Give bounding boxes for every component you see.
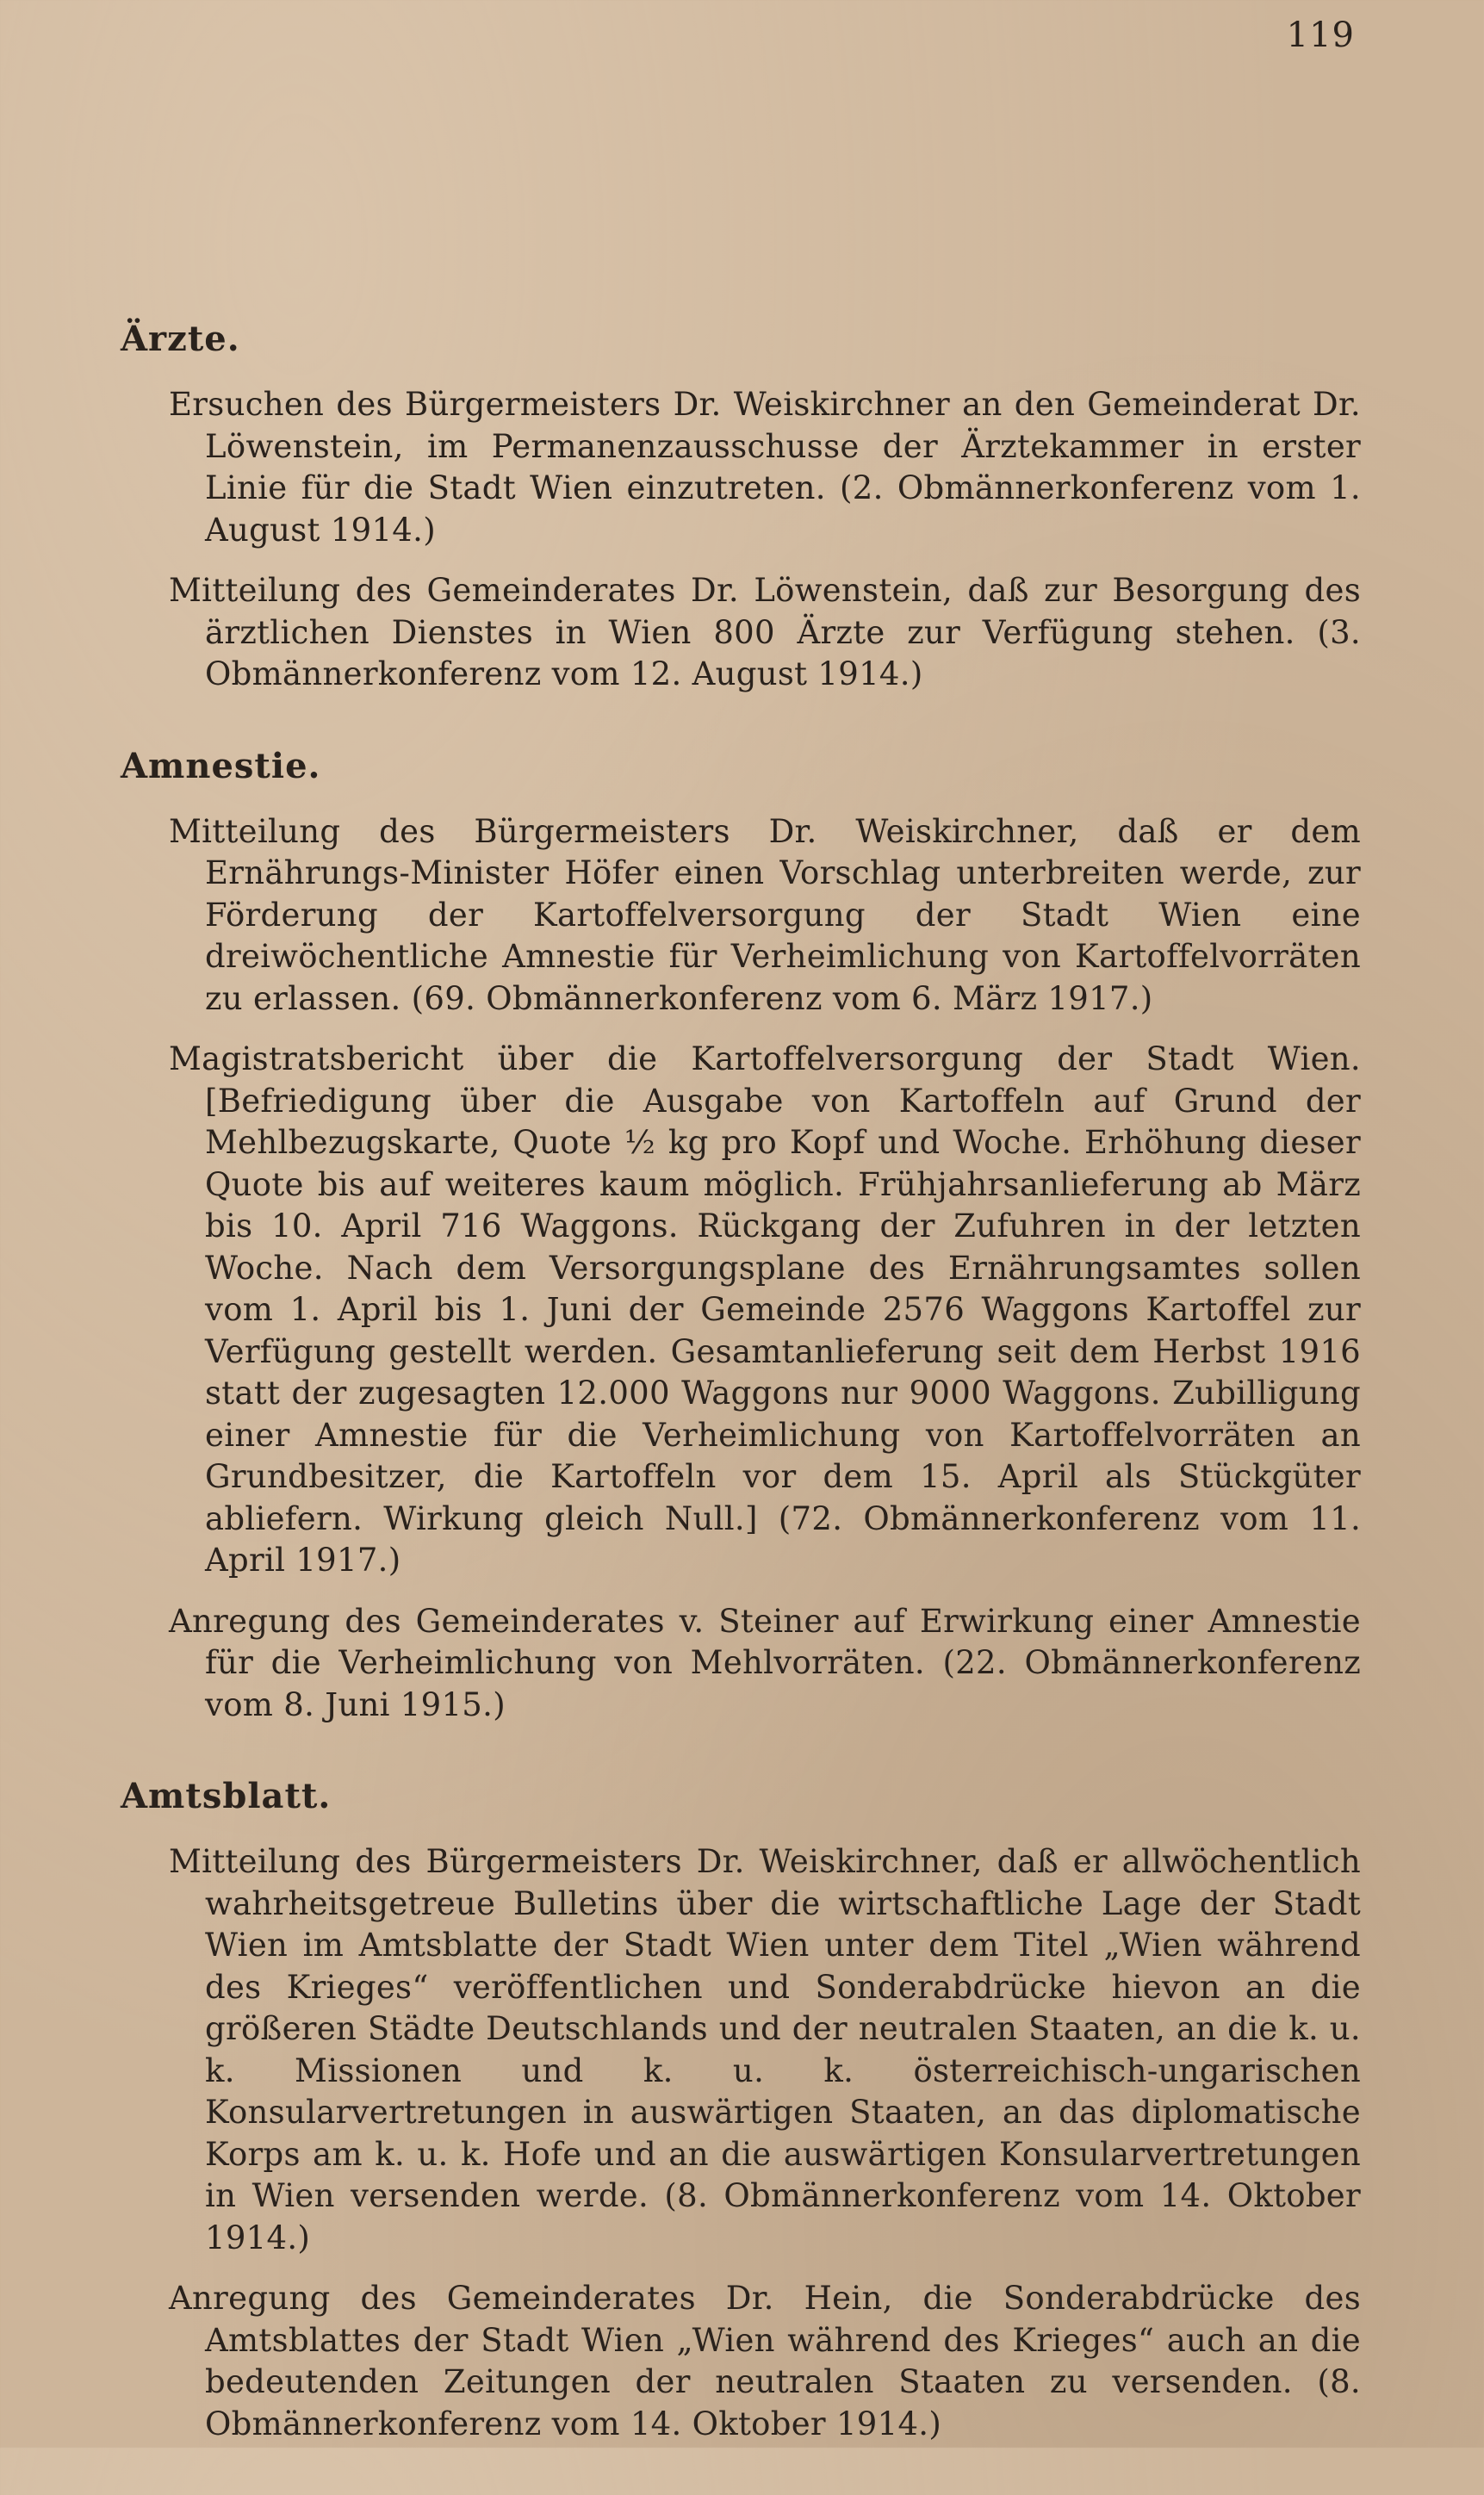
section-heading: Amnestie. xyxy=(121,745,321,786)
index-entry: Ersuchen des Bürgermeisters Dr. Weiskirchner an den Gemeinderat Dr. Löwenstein, im Permanenzausschusse der Ärztekammer in erster Linie für die Stadt Wien einzutreten. (2. Obmännerkonferenz vom 1. August 1914.) xyxy=(169,386,1361,549)
section-heading: Ärzte. xyxy=(121,319,240,359)
section-amnestie xyxy=(121,746,1361,1727)
index-entry: Anregung des Gemeinderates Dr. Hein, die Sonderabdrücke des Amtsblattes der Stadt Wien „Wien während des Krieges“ auch an die bedeutenden Zeitungen der neutralen Staaten zu versenden. (8. Obmännerkonferenz vom 14. Oktober 1914.) xyxy=(169,2280,1361,2442)
index-entry: Magistratsbericht über die Kartoffelversorgung der Stadt Wien. [Befriedigung über die Ausgabe von Kartoffeln auf Grund der Mehlbezugskarte, Quote ½ kg pro Kopf und Woche. Erhöhung dieser Quote bis auf weiteres kaum möglich. Frühjahrsanlieferung ab März bis 10. April 716 Waggons. Rückgang der Zufuhren in der letzten Woche. Nach dem Versorgungsplane des Ernährungsamtes sollen vom 1. April bis 1. Juni der Gemeinde 2576 Waggons Kartoffel zur Verfügung gestellt werden. Gesamtanlieferung seit dem Herbst 1916 statt der zugesagten 12.000 Waggons nur 9000 Waggons. Zubilligung einer Amnestie für die Verheimlichung von Kartoffelvorräten an Grundbesitzer, die Kartoffeln vor dem 15. April als Stückgüter abliefern. Wirkung gleich Null.] (72. Obmännerkonferenz vom 11. April 1917.) xyxy=(169,1040,1361,1579)
index-entry: Mitteilung des Bürgermeisters Dr. Weiskirchner, daß er allwöchentlich wahrheitsgetreue Bulletins über die wirtschaftliche Lage der Stadt Wien im Amtsblatte der Stadt Wien unter dem Titel „Wien während des Krieges“ veröffentlichen und Sonderabdrücke hievon an die größeren Städte Deutschlands und der neutralen Staaten, an die k. u. k. Missionen und k. u. k. österreichisch-ungarischen Konsularvertretungen in auswärtigen Staaten, an das diplomatische Korps am k. u. k. Hofe und an die auswärtigen Konsularvertretungen in Wien versenden werde. (8. Obmännerkonferenz vom 14. Oktober 1914.) xyxy=(169,1843,1361,2256)
index-content xyxy=(121,319,1361,2495)
section-aerzte xyxy=(121,319,1361,696)
section-amtsblatt xyxy=(121,1776,1361,2445)
index-entry: Anregung des Gemeinderates v. Steiner auf Erwirkung einer Amnestie für die Verheimlichung von Mehlvorräten. (22. Obmännerkonferenz vom 8. Juni 1915.) xyxy=(169,1602,1361,1723)
index-entry: Mitteilung des Bürgermeisters Dr. Weiskirchner, daß er dem Ernährungs-Minister Höfer einen Vorschlag unterbreiten werde, zur Förderung der Kartoffelversorgung der Stadt Wien eine dreiwöchentliche Amnestie für Verheimlichung von Kartoffelvorräten zu erlassen. (69. Obmännerkonferenz vom 6. März 1917.) xyxy=(169,812,1361,1017)
index-entry: Mitteilung des Gemeinderates Dr. Löwenstein, daß zur Besorgung des ärztlichen Dienstes in Wien 800 Ärzte zur Verfügung stehen. (3. Obmännerkonferenz vom 12. August 1914.) xyxy=(169,572,1361,692)
section-heading: Amtsblatt. xyxy=(121,1776,332,1816)
page-number: 119 xyxy=(1286,16,1355,55)
